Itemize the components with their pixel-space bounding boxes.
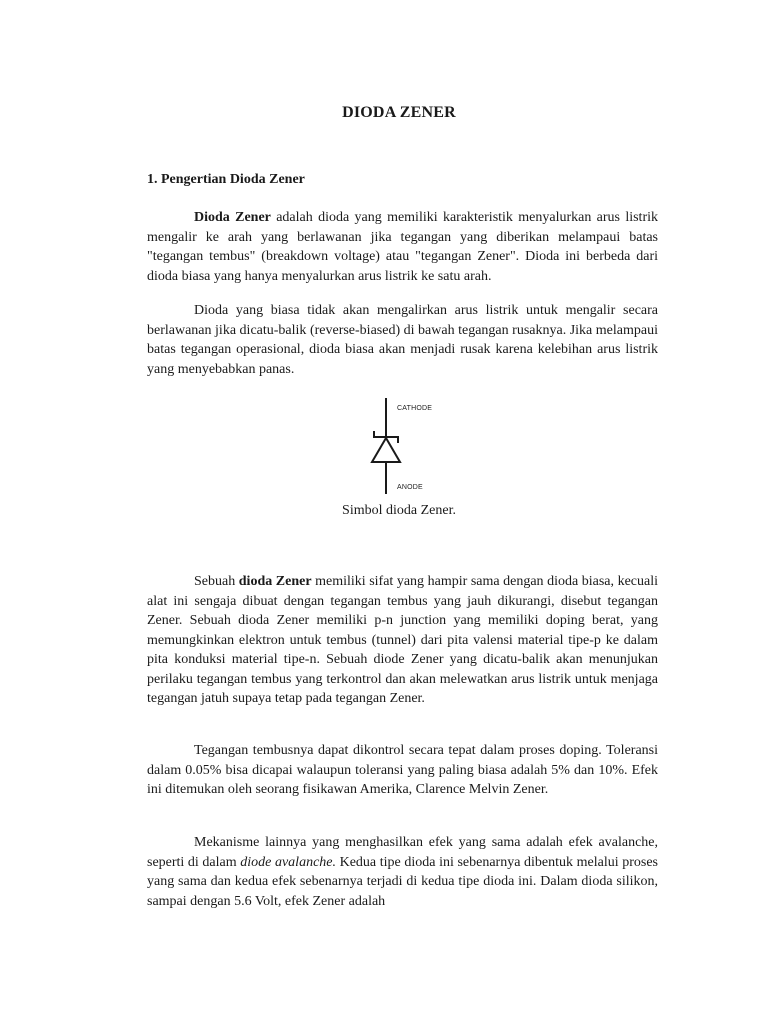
paragraph-avalanche-after: Kedua tipe dioda ini sebenarnya dibentuk melalui proses yang sama dan kedua efek sebenarnya terjadi di kedua tipe dioda ini. Dalam dioda silikon, sampai dengan 5.6 Volt, efek Zener adalah <box>147 854 658 909</box>
paragraph-ordinary-diode: Dioda yang biasa tidak akan mengalirkan arus listrik untuk mengalir secara berlawanan jika dicatu-balik (reverse-biased) di bawah tegangan rusaknya. Jika melampaui batas tegangan operasional, dioda biasa akan menjadi rusak karena kelebihan arus listrik yang menyebabkan panas. <box>147 303 658 377</box>
section-heading: 1. Pengertian Dioda Zener <box>147 172 305 187</box>
paragraph-breakdown-control: Tegangan tembusnya dapat dikontrol secara tepat dalam proses doping. Toleransi dalam 0.05% bisa dicapai walaupun toleransi yang paling biasa adalah 5% dan 10%. Efek ini ditemukan oleh seorang fisikawan Amerika, Clarence Melvin Zener. <box>147 743 658 797</box>
paragraph-zener-properties-after: memiliki sifat yang hampir sama dengan dioda biasa, kecuali alat ini sengaja dibuat dengan tegangan tembus yang jauh dikurangi, disebut tegangan Zener. Sebuah dioda Zener memiliki p-n junction yang memiliki doping berat, yang memungkinkan elektron untuk tembus (tunnel) dari pita valensi material tipe-p ke dalam pita konduksi material tipe-n. Sebuah diode Zener yang dicatu-balik akan menunjukan perilaku tegangan tembus yang terkontrol dan akan melewatkan arus listrik untuk menjaga tegangan jatuh supaya tetap pada tegangan Zener. <box>147 574 658 706</box>
paragraph-avalanche <box>147 833 658 911</box>
paragraph-definition <box>147 208 658 286</box>
paragraph-zener-properties <box>147 572 658 709</box>
term-dioda-zener-2: dioda Zener <box>238 574 312 589</box>
document-title: DIODA ZENER <box>342 104 456 121</box>
anode-label: ANODE <box>397 484 423 491</box>
zener-diode-symbol <box>350 398 450 498</box>
diode-triangle <box>372 438 400 462</box>
cathode-label: CATHODE <box>397 405 433 412</box>
paragraph-zener-properties-before: Sebuah <box>194 574 239 589</box>
paragraph-avalanche-before: Mekanisme lainnya yang menghasilkan efek yang sama adalah efek avalanche, seperti di dalam <box>147 835 658 870</box>
term-dioda-zener: Dioda Zener <box>194 210 271 225</box>
term-diode-avalanche: diode avalanche. <box>240 854 336 870</box>
paragraph-definition-text: adalah dioda yang memiliki karakteristik menyalurkan arus listrik mengalir ke arah yang berlawanan jika tegangan yang diberikan melampaui batas "tegangan tembus" (breakdown voltage) atau "tegangan Zener". Dioda ini berbeda dari dioda biasa yang hanya menyalurkan arus listrik ke satu arah. <box>147 210 658 284</box>
figure-caption: Simbol dioda Zener. <box>342 503 456 518</box>
